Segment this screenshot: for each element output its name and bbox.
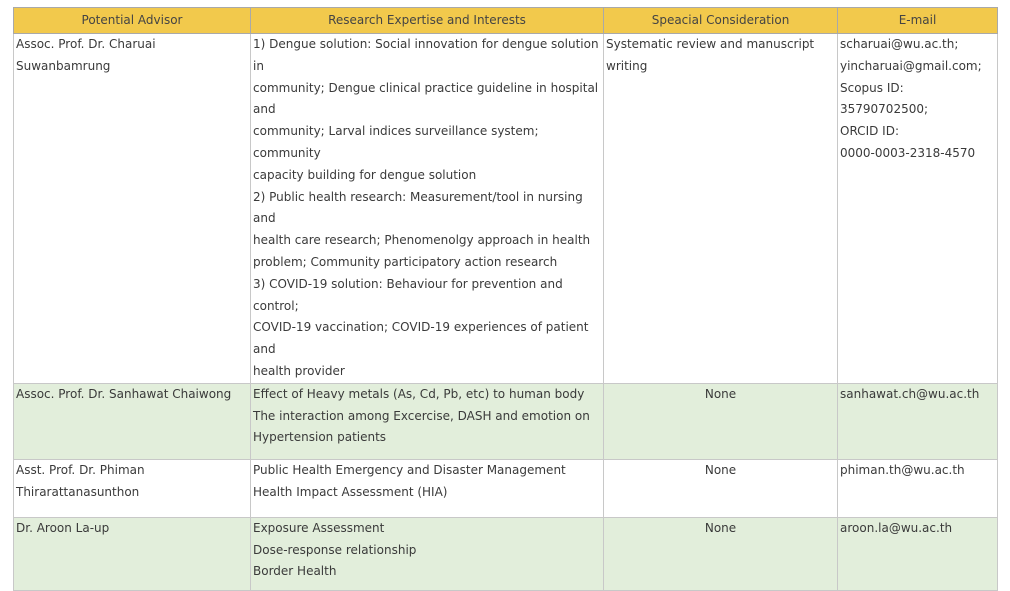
advisor-cell[interactable]: Asst. Prof. Dr. Phiman Thirarattanasunthon: [14, 459, 251, 517]
research-line: capacity building for dengue solution: [253, 167, 477, 182]
email-cell[interactable]: [838, 517, 998, 590]
table-row: [14, 517, 998, 590]
table-row: [14, 459, 998, 517]
research-line: 2) Public health research: Measurement/tool in nursing and: [253, 189, 583, 226]
research-line: Border Health: [253, 564, 337, 579]
research-line: Exposure Assessment: [253, 520, 385, 535]
header-advisor[interactable]: Potential Advisor: [14, 8, 251, 34]
header-email[interactable]: E-mail: [838, 8, 998, 34]
consideration-cell[interactable]: None: [604, 459, 838, 517]
research-line: 1) Dengue solution: Social innovation for dengue solution in: [253, 37, 599, 73]
research-cell[interactable]: [251, 383, 604, 459]
research-line: COVID-19 vaccination; COVID-19 experiences of patient and: [253, 320, 589, 357]
header-research[interactable]: Research Expertise and Interests: [251, 8, 604, 34]
header-consideration[interactable]: Speacial Consideration: [604, 8, 838, 34]
email-line: Scopus ID: 35790702500;: [840, 80, 929, 117]
consideration-cell[interactable]: None: [604, 517, 838, 590]
research-cell[interactable]: [251, 517, 604, 590]
email-line: phiman.th@wu.ac.th: [840, 462, 965, 477]
email-line: sanhawat.ch@wu.ac.th: [840, 386, 980, 401]
table-row: [14, 383, 998, 459]
research-line: health provider: [253, 363, 345, 378]
consideration-cell[interactable]: None: [604, 383, 838, 459]
email-line: scharuai@wu.ac.th;: [840, 37, 959, 51]
research-line: Effect of Heavy metals (As, Cd, Pb, etc) to human body: [253, 386, 585, 401]
research-line: Dose-response relationship: [253, 542, 417, 557]
research-line: Public Health Emergency and Disaster Management: [253, 462, 566, 477]
research-line: Health Impact Assessment (HIA): [253, 484, 448, 499]
email-line: ORCID ID:: [840, 124, 899, 139]
email-cell[interactable]: [838, 34, 998, 384]
research-line: health care research; Phenomenolgy approach in health: [253, 233, 591, 248]
research-cell[interactable]: [251, 459, 604, 517]
advisor-cell[interactable]: Assoc. Prof. Dr. Sanhawat Chaiwong: [14, 383, 251, 459]
table-row: [14, 34, 998, 384]
email-cell[interactable]: [838, 383, 998, 459]
research-line: Hypertension patients: [253, 430, 387, 445]
research-line: 3) COVID-19 solution: Behaviour for prevention and control;: [253, 276, 563, 313]
research-line: The interaction among Excercise, DASH and emotion on: [253, 408, 590, 423]
advisor-cell[interactable]: Dr. Aroon La-up: [14, 517, 251, 590]
research-line: community; Dengue clinical practice guideline in hospital and: [253, 80, 599, 117]
advisor-table: [13, 7, 998, 591]
email-line: yincharuai@gmail.com;: [840, 58, 982, 73]
header-row: [14, 8, 998, 34]
email-line: 0000-0003-2318-4570: [840, 145, 976, 160]
research-cell[interactable]: [251, 34, 604, 384]
email-line: aroon.la@wu.ac.th: [840, 520, 953, 535]
consideration-cell[interactable]: Systematic review and manuscript writing: [604, 34, 838, 384]
research-line: problem; Community participatory action research: [253, 254, 558, 269]
email-cell[interactable]: [838, 459, 998, 517]
research-line: community; Larval indices surveillance system; community: [253, 124, 539, 160]
advisor-cell[interactable]: Assoc. Prof. Dr. Charuai Suwanbamrung: [14, 34, 251, 384]
